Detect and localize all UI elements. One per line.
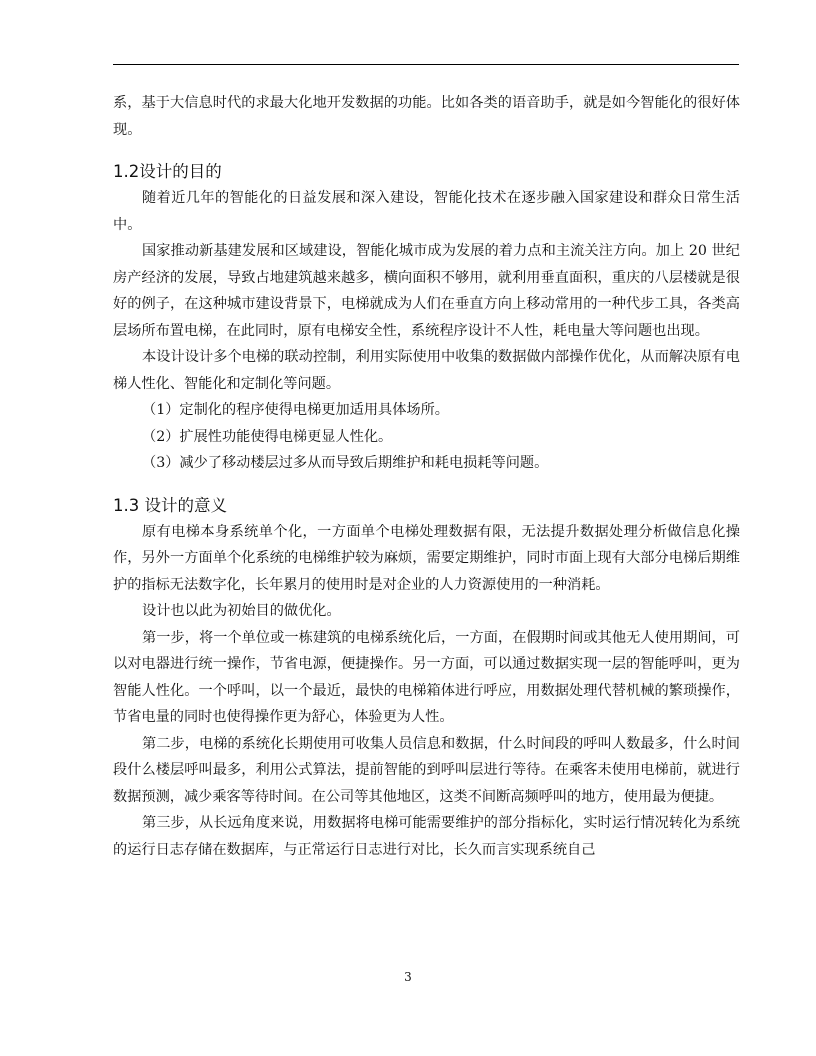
page-number: 3: [404, 970, 412, 984]
section-1-2-paragraph: 本设计设计多个电梯的联动控制，利用实际使用中收集的数据做内部操作优化，从而解决原有电梯人性化、智能化和定制化等问题。: [113, 349, 740, 392]
section-heading-1-2: 1.2设计的目的: [113, 162, 222, 181]
section-heading-1-3: 1.3 设计的意义: [113, 495, 227, 515]
section-1-3-paragraph: 第三步，从长远角度来说，用数据将电梯可能需要维护的部分指标化，实时运行情况转化为系统的运行日志存储在数据库，与正常运行日志进行对比，长久而言实现系统自己: [113, 815, 740, 858]
list-item: （3）减少了移动楼层过多从而导致后期维护和耗电损耗等问题。: [142, 455, 549, 471]
list-item: （2）扩展性功能使得电梯更显人性化。: [142, 428, 393, 445]
page-content: [113, 90, 740, 863]
section-1-3-paragraph: 原有电梯本身系统单个化，一方面单个电梯处理数据有限，无法提升数据处理分析做信息化操作，另外一方面单个化系统的电梯维护较为麻烦，需要定期维护，同时市面上现有大部分电梯后期维护的指标无法数字化，长年累月的使用时是对企业的人力资源使用的一种消耗。: [113, 523, 740, 593]
list-item: （1）定制化的程序使得电梯更加适用具体场所。: [142, 402, 449, 418]
section-1-3-paragraph: 第二步，电梯的系统化长期使用可收集人员信息和数据，什么时间段的呼叫人数最多，什么时间段什么楼层呼叫最多，利用公式算法，提前智能的到呼叫层进行等待。在乘客未使用电梯前，就进行数据预测，减少乘客等待时间。在公司等其他地区，这类不间断高频呼叫的地方，使用最为便捷。: [113, 735, 740, 805]
section-1-2-paragraph: 国家推动新基建发展和区域建设，智能化城市成为发展的着力点和主流关注方向。加上 20 世纪房产经济的发展，导致占地建筑越来越多，横向面积不够用，就利用垂直面积，重庆的八层楼就是很好的例子，在这种城市建设背景下，电梯就成为人们在垂直方向上移动常用的一种代步工具，各类高层场所布置电梯，在此同时，原有电梯安全性，系统程序设计不人性，耗电量大等问题也出现。: [113, 243, 740, 339]
header-rule: [113, 64, 739, 65]
intro-paragraph: 系，基于大信息时代的求最大化地开发数据的功能。比如各类的语音助手，就是如今智能化的很好体现。: [113, 95, 740, 138]
section-1-2-paragraph: 随着近几年的智能化的日益发展和深入建设，智能化技术在逐步融入国家建设和群众日常生活中。: [113, 190, 740, 233]
section-1-3-paragraph: 第一步，将一个单位或一栋建筑的电梯系统化后，一方面，在假期时间或其他无人使用期间，可以对电器进行统一操作，节省电源，便捷操作。另一方面，可以通过数据实现一层的智能呼叫，更为智能人性化。一个呼叫，以一个最近，最快的电梯箱体进行呼应，用数据处理代替机械的繁琐操作，节省电量的同时也使得操作更为舒心，体验更为人性。: [113, 629, 740, 725]
section-1-3-paragraph: 设计也以此为初始目的做优化。: [142, 603, 341, 619]
